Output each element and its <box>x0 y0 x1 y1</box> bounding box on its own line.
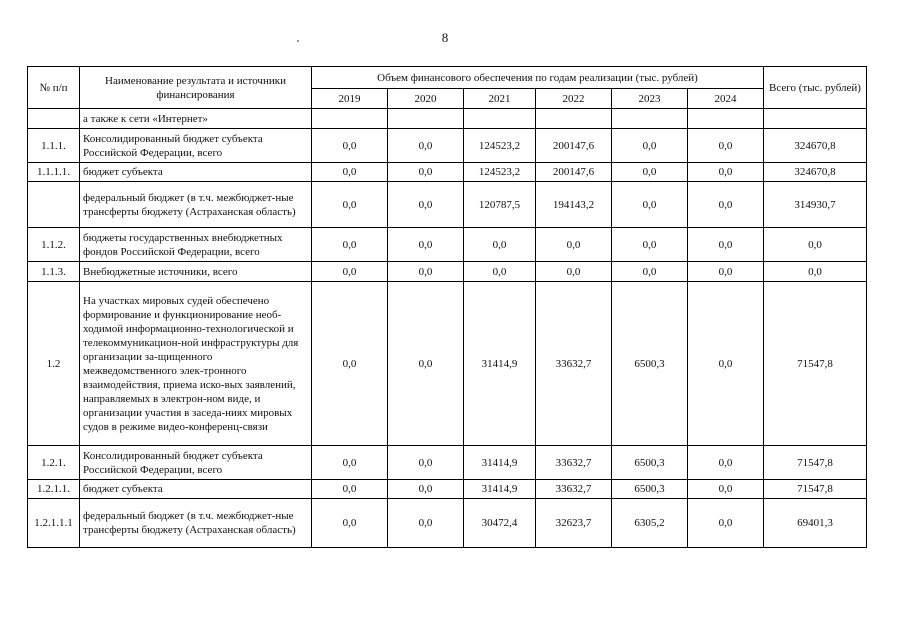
row-value: 0,0 <box>464 262 536 282</box>
row-value: 0,0 <box>388 228 464 262</box>
row-value: 0,0 <box>388 499 464 548</box>
row-value: 33632,7 <box>536 282 612 446</box>
header-year: 2021 <box>464 89 536 109</box>
row-name: На участках мировых судей обеспечено формирование и функционирование необ-ходимой информационно-технологической и телекоммуникацион-ной инфраструктуры для организации за-щищенного межведомственного элек-тронного взаимодействия, приема иско-вых заявлений, направляемых в электрон-ном виде, и организации участия в заседа-ниях мировых судов в режиме видео-конференц-связи <box>80 282 312 446</box>
row-value <box>388 109 464 129</box>
row-value: 0,0 <box>612 228 688 262</box>
row-value: 0,0 <box>688 182 764 228</box>
row-value: 0,0 <box>612 129 688 163</box>
row-value <box>612 109 688 129</box>
row-value <box>312 109 388 129</box>
row-number <box>28 109 80 129</box>
row-name: Консолидированный бюджет субъекта Российской Федерации, всего <box>80 446 312 480</box>
financing-table <box>27 66 867 548</box>
row-value: 31414,9 <box>464 446 536 480</box>
scan-speck <box>297 40 299 42</box>
row-value: 30472,4 <box>464 499 536 548</box>
row-value: 0,0 <box>688 163 764 182</box>
row-value: 31414,9 <box>464 282 536 446</box>
row-total: 71547,8 <box>764 446 867 480</box>
header-volume: Объем финансового обеспечения по годам реализации (тыс. рублей) <box>312 67 764 89</box>
table-row <box>28 499 867 548</box>
header-total: Всего (тыс. рублей) <box>764 67 867 109</box>
row-number: 1.1.1.1. <box>28 163 80 182</box>
row-value: 0,0 <box>464 228 536 262</box>
row-value: 0,0 <box>612 163 688 182</box>
row-value: 0,0 <box>312 228 388 262</box>
row-value: 0,0 <box>312 480 388 499</box>
row-value: 0,0 <box>312 446 388 480</box>
row-value: 6500,3 <box>612 446 688 480</box>
row-value: 6305,2 <box>612 499 688 548</box>
row-number <box>28 182 80 228</box>
row-value: 0,0 <box>612 262 688 282</box>
row-number: 1.2.1.1. <box>28 480 80 499</box>
row-number: 1.1.1. <box>28 129 80 163</box>
row-total: 324670,8 <box>764 163 867 182</box>
row-value: 0,0 <box>688 480 764 499</box>
table-row <box>28 446 867 480</box>
row-value: 33632,7 <box>536 480 612 499</box>
row-total <box>764 109 867 129</box>
page-number: 8 <box>441 30 449 45</box>
row-name: а также к сети «Интернет» <box>80 109 312 129</box>
row-value: 0,0 <box>612 182 688 228</box>
row-value: 32623,7 <box>536 499 612 548</box>
row-value: 0,0 <box>312 129 388 163</box>
row-name: Внебюджетные источники, всего <box>80 262 312 282</box>
row-value: 0,0 <box>388 163 464 182</box>
row-value: 0,0 <box>312 163 388 182</box>
row-value: 0,0 <box>388 480 464 499</box>
row-value: 0,0 <box>312 282 388 446</box>
row-total: 324670,8 <box>764 129 867 163</box>
header-year: 2019 <box>312 89 388 109</box>
row-value: 0,0 <box>688 228 764 262</box>
table-row <box>28 228 867 262</box>
row-value: 124523,2 <box>464 163 536 182</box>
header-year: 2020 <box>388 89 464 109</box>
row-name: бюджет субъекта <box>80 163 312 182</box>
row-value: 0,0 <box>388 129 464 163</box>
row-value: 0,0 <box>312 182 388 228</box>
row-value: 200147,6 <box>536 129 612 163</box>
row-number: 1.1.2. <box>28 228 80 262</box>
row-number: 1.2.1.1.1 <box>28 499 80 548</box>
row-value: 120787,5 <box>464 182 536 228</box>
table-row <box>28 129 867 163</box>
row-value <box>536 109 612 129</box>
row-total: 71547,8 <box>764 282 867 446</box>
row-name: Консолидированный бюджет субъекта Российской Федерации, всего <box>80 129 312 163</box>
row-value: 0,0 <box>312 262 388 282</box>
row-name: бюджеты государственных внебюджетных фондов Российской Федерации, всего <box>80 228 312 262</box>
row-number: 1.2 <box>28 282 80 446</box>
row-value: 0,0 <box>536 262 612 282</box>
row-name: бюджет субъекта <box>80 480 312 499</box>
row-value: 0,0 <box>388 282 464 446</box>
row-value: 0,0 <box>688 446 764 480</box>
row-value: 0,0 <box>688 499 764 548</box>
header-name: Наименование результата и источники финансирования <box>80 67 312 109</box>
row-number: 1.1.3. <box>28 262 80 282</box>
row-value <box>464 109 536 129</box>
row-number: 1.2.1. <box>28 446 80 480</box>
header-year: 2023 <box>612 89 688 109</box>
row-name: федеральный бюджет (в т.ч. межбюджет-ные трансферты бюджету (Астраханская область) <box>80 182 312 228</box>
header-year: 2022 <box>536 89 612 109</box>
row-value: 0,0 <box>688 262 764 282</box>
row-total: 314930,7 <box>764 182 867 228</box>
row-value: 0,0 <box>688 282 764 446</box>
table-row <box>28 109 867 129</box>
row-value: 200147,6 <box>536 163 612 182</box>
table-row <box>28 262 867 282</box>
row-value: 33632,7 <box>536 446 612 480</box>
header-row <box>28 67 867 89</box>
table-row <box>28 282 867 446</box>
header-year: 2024 <box>688 89 764 109</box>
table-row <box>28 480 867 499</box>
row-value: 0,0 <box>388 182 464 228</box>
row-total: 0,0 <box>764 262 867 282</box>
row-name: федеральный бюджет (в т.ч. межбюджет-ные трансферты бюджету (Астраханская область) <box>80 499 312 548</box>
header-num: № п/п <box>28 67 80 109</box>
row-value: 0,0 <box>388 262 464 282</box>
row-value: 0,0 <box>388 446 464 480</box>
row-total: 69401,3 <box>764 499 867 548</box>
row-value: 124523,2 <box>464 129 536 163</box>
row-value: 6500,3 <box>612 282 688 446</box>
table-row <box>28 163 867 182</box>
row-value: 194143,2 <box>536 182 612 228</box>
row-value: 6500,3 <box>612 480 688 499</box>
row-total: 71547,8 <box>764 480 867 499</box>
row-value: 0,0 <box>688 129 764 163</box>
row-value: 31414,9 <box>464 480 536 499</box>
row-value: 0,0 <box>536 228 612 262</box>
table-row <box>28 182 867 228</box>
row-value: 0,0 <box>312 499 388 548</box>
row-total: 0,0 <box>764 228 867 262</box>
row-value <box>688 109 764 129</box>
